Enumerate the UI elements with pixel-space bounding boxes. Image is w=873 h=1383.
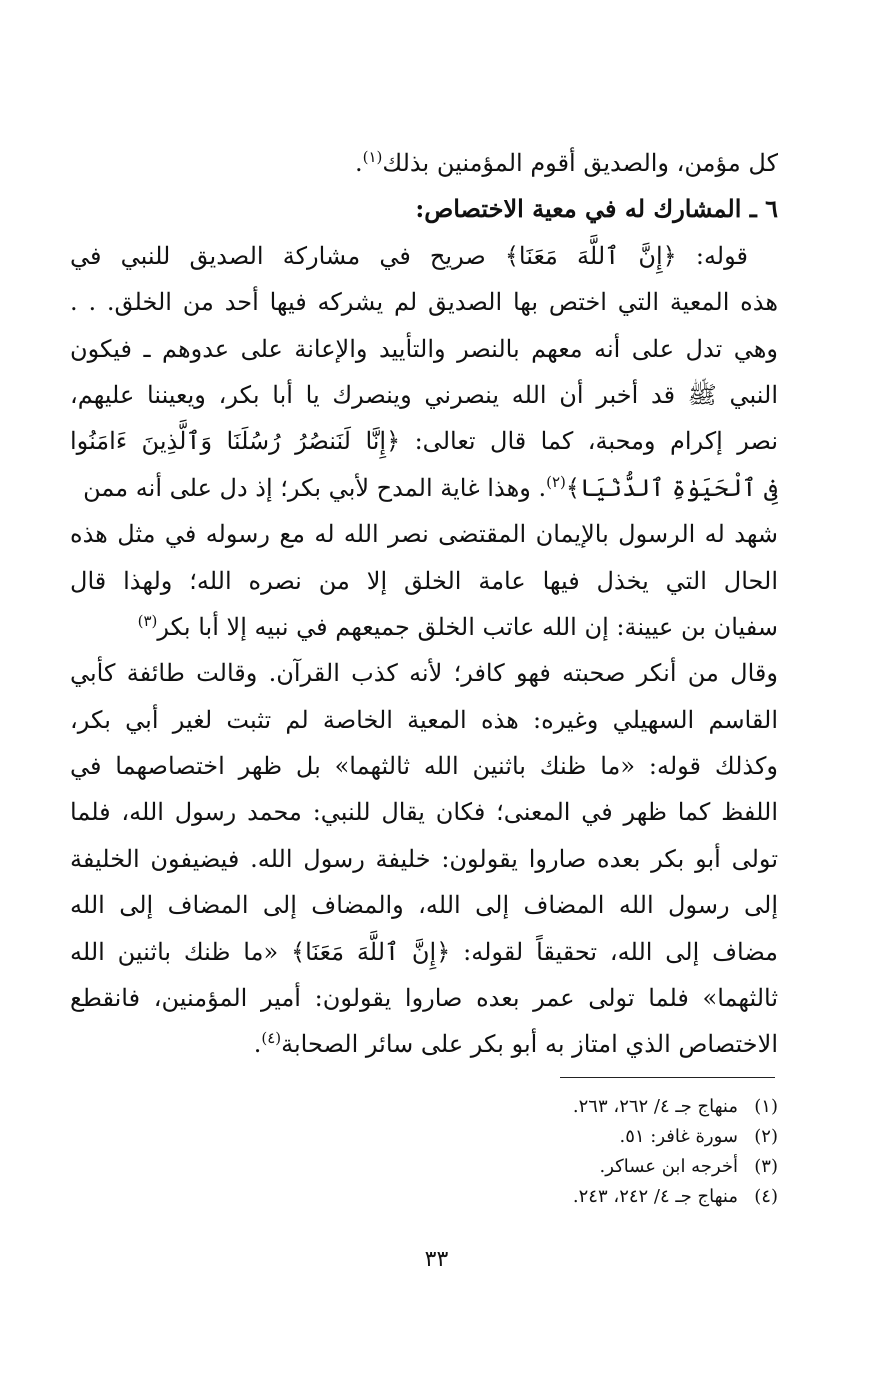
footnote-ref-1[interactable]: (١) (362, 148, 383, 166)
footnote-number: (٣) (754, 1156, 778, 1177)
text-line-16: تولى أبو بكر بعده صاروا يقولون: خليفة رسول الله. فيضيفون الخليفة (70, 844, 778, 873)
footnote-number: (٤) (754, 1186, 778, 1207)
text-line-5: وهي تدل على أنه معهم بالنصر والتأييد والإعانة على عدوهم ـ فيكون (70, 334, 778, 363)
text-line-4: هذه المعية التي اختص بها الصديق لم يشركه فيها أحد من الخلق. . . (70, 288, 778, 317)
text-line-9: شهد له الرسول بالإيمان المقتضى نصر الله له مع رسوله في مثل هذه (70, 520, 778, 549)
text-line-13: القاسم السهيلي وغيره: هذه المعية الخاصة لم تثبت لغير أبي بكر، (70, 705, 778, 734)
page-number: ٣٣ (424, 1247, 449, 1272)
footnote-ref-2[interactable]: (٢) (546, 472, 566, 491)
text-line-7: نصر إكرام ومحبة، كما قال تعالى: ﴿إِنَّا لَنَنصُرُ رُسُلَنَا وَٱلَّذِينَ ءَامَنُوا (70, 427, 778, 456)
footnote-item (200, 1182, 778, 1212)
text-line-17: إلى رسول الله المضاف إلى الله، والمضاف إلى المضاف إلى الله (70, 891, 778, 920)
footnote-ref-4[interactable]: (٤) (261, 1029, 282, 1048)
text-line-20: الاختصاص الذي امتاز به أبو بكر على سائر الصحابة$^{(٤)}$. (253, 1029, 778, 1059)
text-line-1: كل مؤمن، والصديق أقوم المؤمنين بذلك$^{(١)}$. (354, 148, 778, 177)
footnote-text: منهاج جـ ٤/ ٢٦٢، ٢٦٣. (572, 1096, 738, 1117)
footnote-item (200, 1152, 778, 1182)
text-line-8: فِى ٱلْحَيَوٰةِ ٱلدُّنْيَا﴾$^{(٢)}$. وهذا غاية المدح لأبي بكر؛ إذ دل على أنه ممن (83, 472, 778, 502)
text-line-10: الحال التي يخذل فيها عامة الخلق إلا من نصره الله؛ ولهذا قال (70, 566, 778, 595)
footnote-divider (560, 1077, 775, 1078)
footnotes (200, 1092, 778, 1212)
text-line-6: النبي ﷺ قد أخبر أن الله ينصرني وينصرك يا أبا بكر، ويعيننا عليهم، (70, 380, 778, 409)
text-line-19: ثالثهما» فلما تولى عمر بعده صاروا يقولون: أمير المؤمنين، فانقطع (70, 984, 778, 1013)
footnote-number: (٢) (754, 1126, 778, 1147)
text-line-3: قوله: ﴿إِنَّ ٱللَّهَ مَعَنَا﴾ صريح في مشاركة الصديق للنبي في (70, 241, 748, 270)
section-heading: ٦ ـ المشارك له في معية الاختصاص: (415, 194, 778, 224)
footnote-ref-3[interactable]: (٣) (137, 611, 158, 630)
footnote-text: منهاج جـ ٤/ ٢٤٢، ٢٤٣. (572, 1186, 738, 1207)
footnote-text: سورة غافر: ٥١. (619, 1126, 738, 1147)
footnote-item (200, 1092, 778, 1122)
text-line-14: وكذلك قوله: «ما ظنك باثنين الله ثالثهما» بل ظهر اختصاصهما في (70, 752, 778, 781)
text-line-12: وقال من أنكر صحبته فهو كافر؛ لأنه كذب القرآن. وقالت طائفة كأبي (70, 659, 778, 688)
footnote-number: (١) (754, 1096, 778, 1117)
text-line-18: مضاف إلى الله، تحقيقاً لقوله: ﴿إِنَّ ٱللَّهَ مَعَنَا﴾ «ما ظنك باثنين الله (70, 937, 778, 966)
footnote-item (200, 1122, 778, 1152)
footnote-text: أخرجه ابن عساكر. (599, 1156, 738, 1177)
main-text (70, 140, 778, 1068)
text-line-15: اللفظ كما ظهر في المعنى؛ فكان يقال للنبي: محمد رسول الله، فلما (70, 798, 778, 827)
text-line-11: سفيان بن عيينة: إن الله عاتب الخلق جميعهم في نبيه إلا أبا بكر$^{(٣)}$ (137, 611, 778, 641)
